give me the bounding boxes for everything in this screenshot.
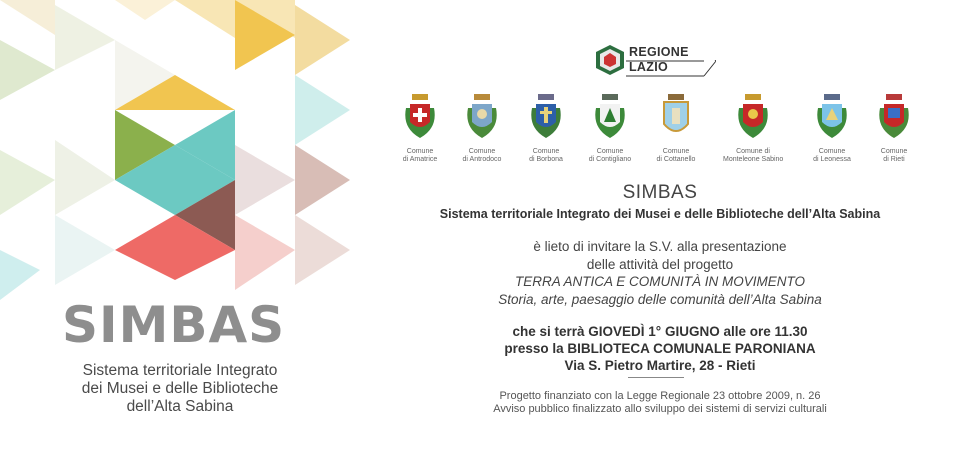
invitation-title: SIMBAS	[622, 182, 698, 203]
comune-label: Comune di Amatrice	[402, 148, 438, 163]
caption-line: Sistema territoriale Integrato	[82, 362, 278, 379]
cottanello-crest-icon	[656, 92, 696, 142]
crest-monteleone-sabino	[723, 92, 783, 164]
crest-borbona	[516, 92, 576, 164]
invite-line: è lieto di invitare la S.V. alla presentazione	[533, 239, 787, 254]
rieti-crest-icon	[874, 92, 914, 142]
project-title: TERRA ANTICA E COMUNITÀ IN MOVIMENTO	[514, 274, 805, 289]
event-address: Via S. Pietro Martire, 28 - Rieti	[564, 358, 756, 373]
crest-amatrice	[390, 92, 450, 164]
geometric-pattern-graphic	[0, 0, 360, 300]
event-when: che si terrà GIOVEDÌ 1° GIUGNO alle ore 11.30	[512, 324, 808, 339]
simbas-logo: SIMBAS	[62, 296, 286, 354]
crest-rieti	[864, 92, 924, 164]
event-details	[390, 323, 930, 374]
logo-caption	[60, 362, 300, 416]
funding-line: Avviso pubblico finalizzato allo sviluppo dei sistemi di servizi culturali	[493, 402, 827, 415]
amatrice-crest-icon	[400, 92, 440, 142]
comuni-crests-row	[390, 92, 930, 172]
divider	[628, 377, 684, 378]
crest-contigliano	[580, 92, 640, 164]
comune-label: Comune di Cottanello	[656, 148, 696, 163]
comune-label: Comune di Leonessa	[813, 148, 851, 163]
caption-line: dell’Alta Sabina	[126, 398, 234, 415]
monteleone-crest-icon	[733, 92, 773, 142]
invite-line: delle attività del progetto	[586, 256, 734, 272]
funding-line: Progetto finanziato con la Legge Regionale 23 ottobre 2009, n. 26	[499, 390, 821, 402]
project-subtitle: Storia, arte, paesaggio delle comunità dell’Alta Sabina	[498, 291, 822, 307]
funding-note	[390, 390, 930, 415]
crest-leonessa	[802, 92, 862, 164]
crest-antrodoco	[452, 92, 512, 164]
lazio-label: LAZIO	[629, 60, 668, 74]
borbona-crest-icon	[526, 92, 566, 142]
crest-cottanello	[646, 92, 706, 164]
caption-line: dei Musei e delle Biblioteche	[81, 380, 279, 397]
comune-label: Comune di Antrodoco	[462, 148, 502, 163]
event-where: presso la BIBLIOTECA COMUNALE PARONIANA	[504, 341, 816, 356]
antrodoco-crest-icon	[462, 92, 502, 142]
invitation-subtitle: Sistema territoriale Integrato dei Musei e delle Biblioteche dell’Alta Sabina	[439, 207, 881, 221]
invitation-text	[390, 238, 930, 308]
contigliano-crest-icon	[590, 92, 630, 142]
regione-lazio-emblem-icon	[596, 45, 624, 75]
regione-label: REGIONE	[629, 45, 689, 59]
leonessa-crest-icon	[812, 92, 852, 142]
regione-lazio-logo	[596, 44, 716, 78]
comune-label: Comune di Borbona	[529, 148, 563, 163]
lazio-underline-graphic	[626, 60, 716, 78]
comune-label: Comune di Contigliano	[588, 148, 632, 163]
comune-label: Comune di Rieti	[880, 148, 908, 163]
comune-label: Comune di Monteleone Sabino	[723, 148, 784, 163]
